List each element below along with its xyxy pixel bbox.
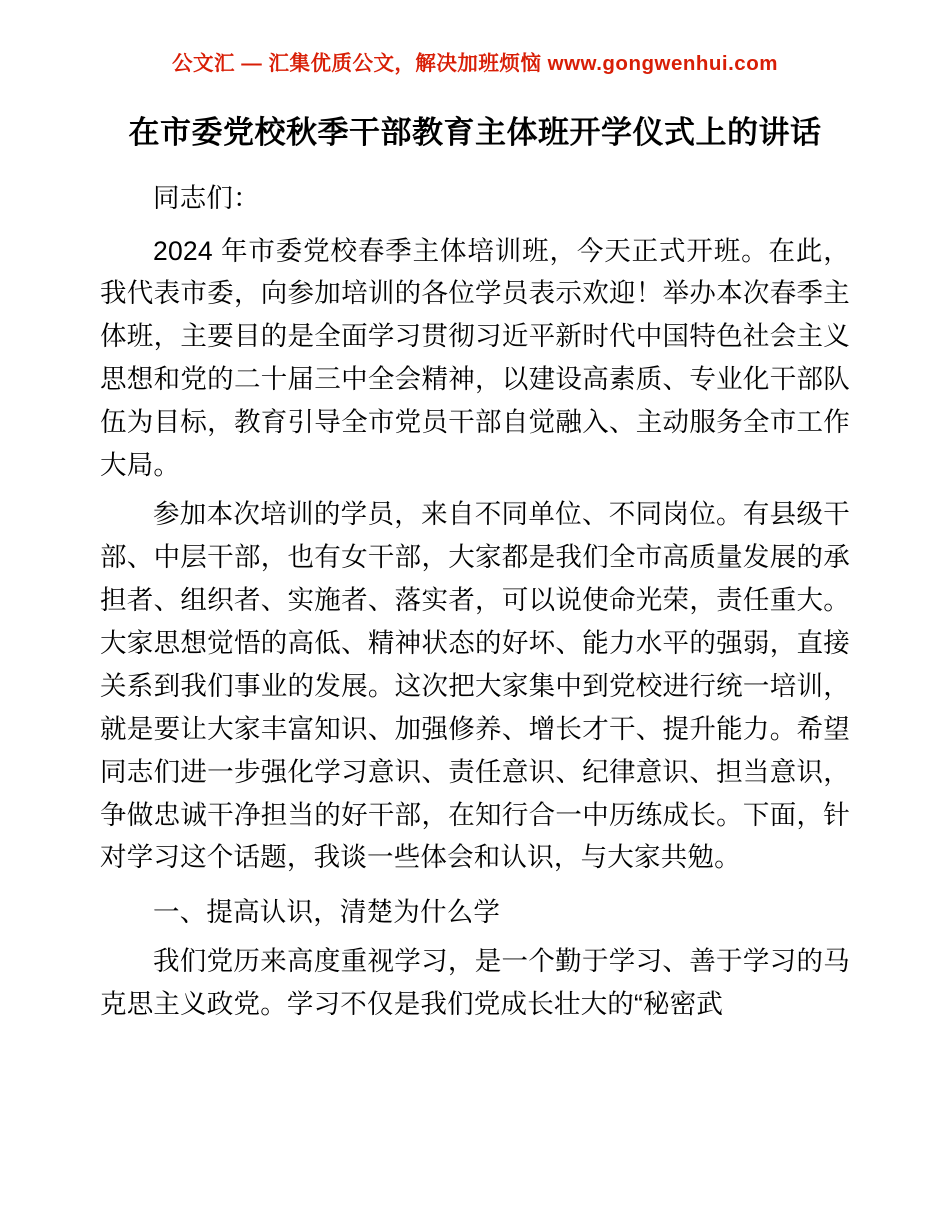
page-title: 在市委党校秋季干部教育主体班开学仪式上的讲话 [128, 114, 822, 150]
section-heading-1: 一、提高认识，清楚为什么学 [153, 897, 501, 928]
site-watermark: 公文汇 — 汇集优质公文，解决加班烦恼 www.gongwenhui.com [172, 52, 778, 75]
paragraph-3: 我们党历来高度重视学习，是一个勤于学习、善于学习的马克思主义政党。学习不仅是我们党成长壮大的“秘密武 [100, 946, 850, 1020]
paragraph-2: 参加本次培训的学员，来自不同单位、不同岗位。有县级干部、中层干部，也有女干部，大家都是我们全市高质量发展的承担者、组织者、实施者、落实者，可以说使命光荣，责任重大。大家思想觉悟的高低、精神状态的好坏、能力水平的强弱，直接关系到我们事业的发展。这次把大家集中到党校进行统一培训，就是要让大家丰富知识、加强修养、增长才干、提升能力。希望同志们进一步强化学习意识、责任意识、纪律意识、担当意识，争做忠诚干净担当的好干部，在知行合一中历练成长。下面，针对学习这个话题，我谈一些体会和认识，与大家共勉。 [100, 499, 850, 873]
paragraph-salutation: 同志们： [153, 182, 260, 213]
paragraph-1: 2024 年市委党校春季主体培训班，今天正式开班。在此，我代表市委，向参加培训的各位学员表示欢迎！举办本次春季主体班，主要目的是全面学习贯彻习近平新时代中国特色社会主义思想和党的二十届三中全会精神，以建设高素质、专业化干部队伍为目标，教育引导全市党员干部自觉融入、主动服务全市工作大局。 [100, 235, 850, 481]
document-body [100, 177, 850, 1027]
